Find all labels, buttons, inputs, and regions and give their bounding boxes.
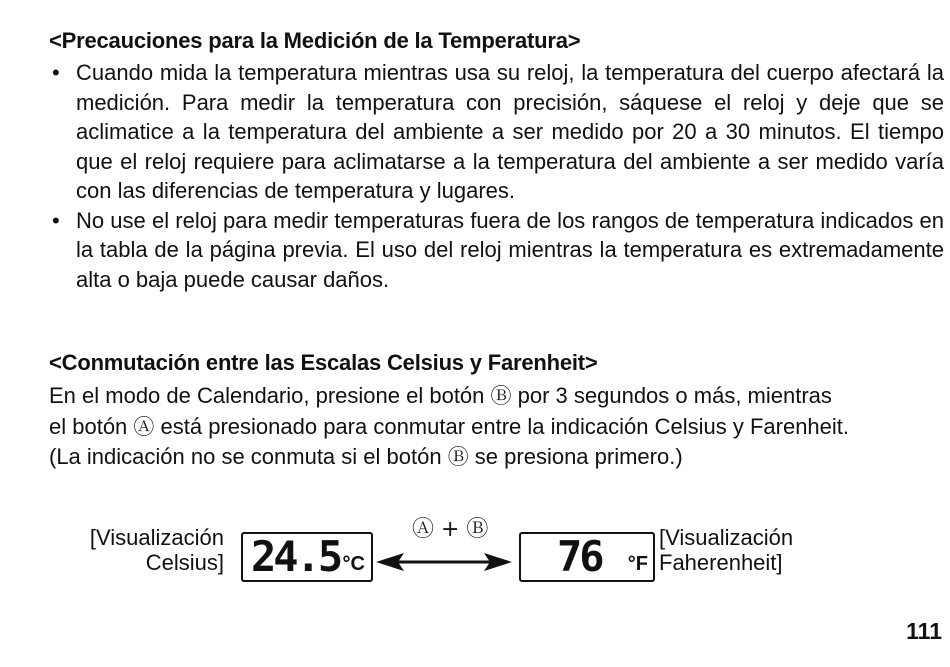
button-b-icon: Ⓑ (447, 445, 469, 469)
fahrenheit-display (519, 532, 655, 582)
page-number: 111 (906, 618, 942, 644)
button-b-icon: Ⓑ (490, 384, 512, 408)
instruction-line: (La indicación no se conmuta si el botón Ⓑ se presiona primero.) (49, 444, 683, 469)
celsius-unit: °C (342, 553, 365, 575)
list-item (49, 58, 944, 206)
bullet-icon: • (52, 207, 60, 233)
button-a-icon: Ⓐ (133, 414, 155, 439)
instruction-line: En el modo de Calendario, presione el botón Ⓑ por 3 segundos o más, mientras (49, 383, 832, 408)
section-heading-precautions: <Precauciones para la Medición de la Temperatura> (49, 28, 581, 53)
bullet-icon: • (52, 60, 60, 85)
fahrenheit-unit: °F (627, 553, 648, 575)
instruction-line: el botón Ⓐ está presionado para conmutar entre la indicación Celsius y Farenheit. (49, 413, 850, 439)
instruction-paragraph (49, 381, 944, 473)
precautions-list (49, 58, 944, 294)
double-arrow-icon (374, 544, 514, 580)
list-item (49, 206, 944, 295)
bullet-text: Cuando mida la temperatura mientras usa su reloj, la temperatura del cuerpo afectará la medición. Para medir la temperatura con precisión, sáquese el reloj y deje que se aclimatice a la temperatura del ambiente a ser medido por 20 a 30 minutos. El tiempo que el reloj requiere para aclimatarse a la temperatura del ambiente a ser medido varía con las diferencias de temperatura y lugares. (76, 60, 944, 203)
section-heading-scale-switching: <Conmutación entre las Escalas Celsius y Farenheit> (49, 350, 598, 375)
button-combo-label: Ⓐ + Ⓑ (412, 517, 489, 542)
fahrenheit-display-label: [Visualización Faherenheit] (659, 525, 794, 575)
celsius-display (241, 532, 373, 582)
bullet-text: No use el reloj para medir temperaturas fuera de los rangos de temperatura indicados en la tabla de la página previa. El uso del reloj mientras la temperatura es extremadamente alta o baja puede causar daños. (76, 207, 944, 292)
fahrenheit-reading: 76 (557, 532, 602, 581)
celsius-display-label: [Visualización Celsius] (89, 525, 224, 575)
celsius-reading: 24.5 (251, 532, 341, 581)
